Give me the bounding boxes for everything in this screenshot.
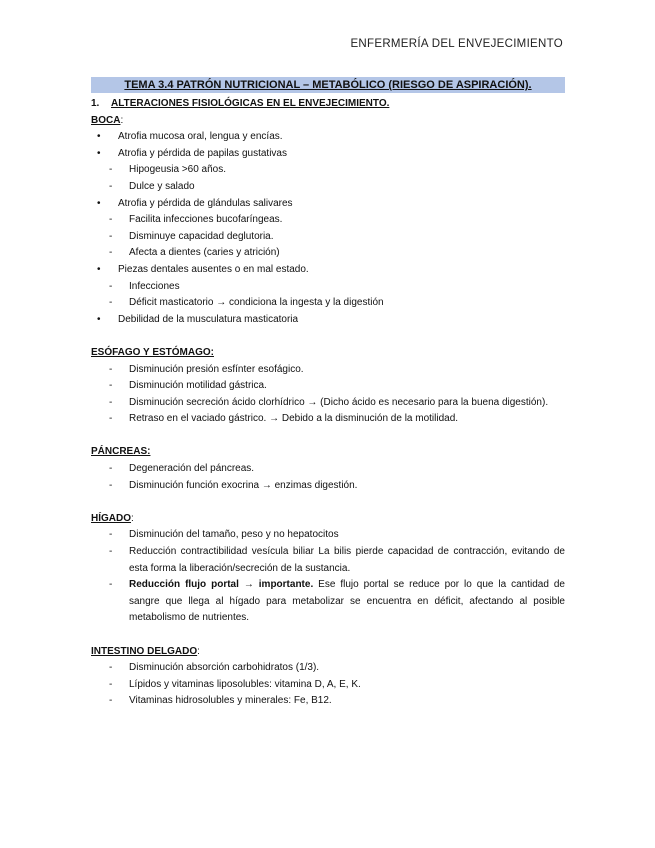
dash-icon: -	[109, 247, 113, 259]
page-header: ENFERMERÍA DEL ENVEJECIMIENTO	[350, 38, 563, 50]
dash-icon: -	[109, 546, 113, 558]
sub-list-item: - Facilita infecciones bucofaríngeas.	[91, 212, 565, 229]
document-body	[91, 96, 565, 710]
sub-list-item: - Disminución función exocrina → enzimas digestión.	[91, 478, 565, 495]
dash-icon: -	[109, 413, 113, 425]
list-item: • Piezas dentales ausentes o en mal estado.	[91, 262, 565, 279]
dash-icon: -	[109, 396, 113, 408]
bullet-icon: •	[97, 197, 101, 209]
dash-icon: -	[109, 297, 113, 309]
dash-icon: -	[109, 164, 113, 176]
section-heading	[91, 96, 565, 113]
sub-list-item: - Retraso en el vaciado gástrico. → Debido a la disminución de la motilidad.	[91, 411, 565, 428]
dash-icon: -	[109, 180, 113, 192]
higado-heading: HÍGADO:	[91, 512, 134, 524]
dash-icon: -	[109, 463, 113, 475]
sub-list-item: - Disminución motilidad gástrica.	[91, 378, 565, 395]
dash-icon: -	[109, 662, 113, 674]
dash-icon: -	[109, 678, 113, 690]
spacer	[91, 328, 565, 345]
spacer	[91, 494, 565, 511]
sub-list-item: - Dulce y salado	[91, 179, 565, 196]
dash-icon: -	[109, 695, 113, 707]
bullet-icon: •	[97, 263, 101, 275]
dash-icon: -	[109, 479, 113, 491]
dash-icon: -	[109, 579, 113, 591]
intestino-heading: INTESTINO DELGADO:	[91, 645, 200, 657]
bullet-icon: •	[97, 313, 101, 325]
spacer	[91, 627, 565, 644]
section-title: ALTERACIONES FISIOLÓGICAS EN EL ENVEJECIMIENTO.	[111, 98, 390, 109]
dash-icon: -	[109, 363, 113, 375]
sub-list-item: - Lípidos y vitaminas liposolubles: vitamina D, A, E, K.	[91, 677, 565, 694]
sub-list-item: - Afecta a dientes (caries y atrición)	[91, 245, 565, 262]
sub-list-item: - Disminuye capacidad deglutoria.	[91, 229, 565, 246]
bullet-icon: •	[97, 147, 101, 159]
list-item: • Debilidad de la musculatura masticatoria	[91, 312, 565, 329]
sub-list-item: - Vitaminas hidrosolubles y minerales: Fe, B12.	[91, 693, 565, 710]
page-title: TEMA 3.4 PATRÓN NUTRICIONAL – METABÓLICO (RIESGO DE ASPIRACIÓN).	[91, 77, 565, 93]
dash-icon: -	[109, 529, 113, 541]
sub-list-item: - Disminución del tamaño, peso y no hepatocitos	[91, 527, 565, 544]
pancreas-heading: PÁNCREAS:	[91, 446, 151, 458]
sub-list-item: - Degeneración del páncreas.	[91, 461, 565, 478]
sub-list-item: - Disminución absorción carbohidratos (1/3).	[91, 660, 565, 677]
sub-list-item: - Reducción flujo portal → importante. Ese flujo portal se reduce por lo que la cantidad de sangre que llega al hígado para metabolizar se encuentra en déficit, afectando al posible metabolismo de nutrientes.	[109, 579, 565, 624]
dash-icon: -	[109, 230, 113, 242]
dash-icon: -	[109, 280, 113, 292]
sub-list-item: - Reducción contractibilidad vesícula biliar La bilis pierde capacidad de contracción, evitando de esta forma la liberación/secreción de la sustancia.	[109, 546, 565, 574]
dash-icon: -	[109, 214, 113, 226]
sub-list-item: - Hipogeusia >60 años.	[91, 162, 565, 179]
list-item: • Atrofia mucosa oral, lengua y encías.	[91, 129, 565, 146]
section-number: 1.	[91, 98, 100, 109]
dash-icon: -	[109, 380, 113, 392]
list-item: • Atrofia y pérdida de glándulas salivares	[91, 196, 565, 213]
boca-heading: BOCA:	[91, 114, 124, 126]
sub-list-item: - Disminución presión esfínter esofágico.	[91, 362, 565, 379]
list-item: • Atrofia y pérdida de papilas gustativas	[91, 146, 565, 163]
sub-list-item: - Déficit masticatorio → condiciona la ingesta y la digestión	[91, 295, 565, 312]
esofago-heading: ESÓFAGO Y ESTÓMAGO:	[91, 346, 214, 358]
bullet-icon: •	[97, 131, 101, 143]
sub-list-item: - Infecciones	[91, 279, 565, 296]
sub-list-item: - Disminución secreción ácido clorhídrico → (Dicho ácido es necesario para la buena digestión).	[91, 395, 565, 412]
spacer	[91, 428, 565, 445]
